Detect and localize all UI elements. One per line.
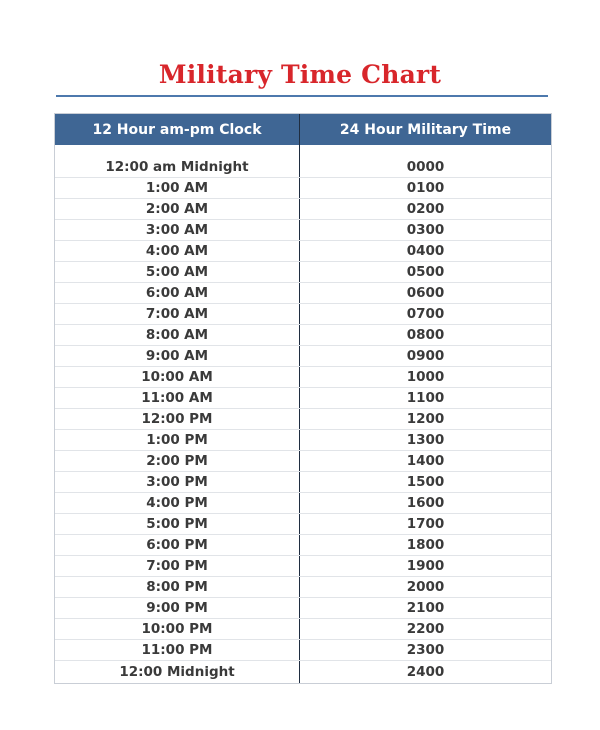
table-row: [55, 430, 551, 451]
cell-24-hour: 1400: [406, 453, 445, 469]
table-row: [55, 619, 551, 640]
cell-12-hour: 7:00 AM: [55, 304, 300, 324]
table-header: [55, 114, 551, 145]
cell-24-hour: 0400: [406, 243, 445, 259]
cell-24-hour: 1900: [406, 558, 445, 574]
cell-12-hour: 6:00 PM: [55, 535, 300, 555]
cell-24-hour: 1600: [406, 495, 445, 511]
cell-24-hour: 0200: [406, 201, 445, 217]
cell-24-hour: 0900: [406, 348, 445, 364]
cell-12-hour: 3:00 AM: [55, 220, 300, 240]
cell-12-hour: 10:00 AM: [55, 367, 300, 387]
cell-24-hour: 1700: [406, 516, 445, 532]
cell-24-hour: 0500: [406, 264, 445, 280]
cell-24-hour: 2000: [406, 579, 445, 595]
header-24-hour: 24 Hour Military Time: [339, 121, 512, 138]
table-row: [55, 409, 551, 430]
cell-24-hour: 1500: [406, 474, 445, 490]
table-row: [55, 262, 551, 283]
cell-12-hour: 12:00 Midnight: [55, 661, 300, 683]
cell-12-hour: 4:00 AM: [55, 241, 300, 261]
cell-24-hour: 1800: [406, 537, 445, 553]
table-row: [55, 472, 551, 493]
table-row: [55, 178, 551, 199]
cell-12-hour: 7:00 PM: [55, 556, 300, 576]
table-row: [55, 451, 551, 472]
cell-12-hour: 11:00 AM: [55, 388, 300, 408]
cell-12-hour: 9:00 PM: [55, 598, 300, 618]
table-row: [55, 661, 551, 683]
spacer-cell-12-hour: [55, 145, 300, 157]
cell-12-hour: 10:00 PM: [55, 619, 300, 639]
cell-12-hour: 6:00 AM: [55, 283, 300, 303]
cell-12-hour: 5:00 AM: [55, 262, 300, 282]
table-row: [55, 304, 551, 325]
cell-12-hour: 4:00 PM: [55, 493, 300, 513]
table-row: [55, 577, 551, 598]
cell-24-hour: 1200: [406, 411, 445, 427]
table-row: [55, 388, 551, 409]
table-row: [55, 493, 551, 514]
table-row: [55, 220, 551, 241]
cell-24-hour: 2100: [406, 600, 445, 616]
cell-24-hour: 2300: [406, 642, 445, 658]
table-row: [55, 241, 551, 262]
table-row: [55, 199, 551, 220]
spacer-cell-24-hour: [300, 145, 551, 157]
table-row: [55, 346, 551, 367]
cell-12-hour: 11:00 PM: [55, 640, 300, 660]
cell-24-hour: 0800: [406, 327, 445, 343]
page-title: Military Time Chart: [158, 60, 442, 89]
cell-24-hour: 1100: [406, 390, 445, 406]
cell-12-hour: 3:00 PM: [55, 472, 300, 492]
cell-12-hour: 8:00 AM: [55, 325, 300, 345]
title-divider: [56, 95, 548, 97]
cell-24-hour: 1300: [406, 432, 445, 448]
cell-12-hour: 12:00 am Midnight: [55, 157, 300, 177]
cell-24-hour: 0600: [406, 285, 445, 301]
table-row: [55, 367, 551, 388]
cell-24-hour: 0300: [406, 222, 445, 238]
table-row: [55, 514, 551, 535]
table-spacer: [55, 145, 551, 157]
table-body: [55, 157, 551, 683]
header-12-hour: 12 Hour am-pm Clock: [55, 114, 300, 145]
cell-12-hour: 1:00 PM: [55, 430, 300, 450]
cell-24-hour: 2200: [406, 621, 445, 637]
table-row: [55, 640, 551, 661]
table-row: [55, 283, 551, 304]
cell-12-hour: 2:00 AM: [55, 199, 300, 219]
cell-12-hour: 2:00 PM: [55, 451, 300, 471]
table-row: [55, 325, 551, 346]
cell-12-hour: 8:00 PM: [55, 577, 300, 597]
cell-24-hour: 2400: [406, 664, 445, 680]
cell-24-hour: 0100: [406, 180, 445, 196]
cell-12-hour: 1:00 AM: [55, 178, 300, 198]
cell-12-hour: 12:00 PM: [55, 409, 300, 429]
cell-12-hour: 5:00 PM: [55, 514, 300, 534]
table-row: [55, 157, 551, 178]
table-row: [55, 535, 551, 556]
cell-24-hour: 0700: [406, 306, 445, 322]
cell-12-hour: 9:00 AM: [55, 346, 300, 366]
table-row: [55, 598, 551, 619]
military-time-table: [54, 113, 552, 684]
cell-24-hour: 1000: [406, 369, 445, 385]
table-row: [55, 556, 551, 577]
cell-24-hour: 0000: [406, 159, 445, 175]
